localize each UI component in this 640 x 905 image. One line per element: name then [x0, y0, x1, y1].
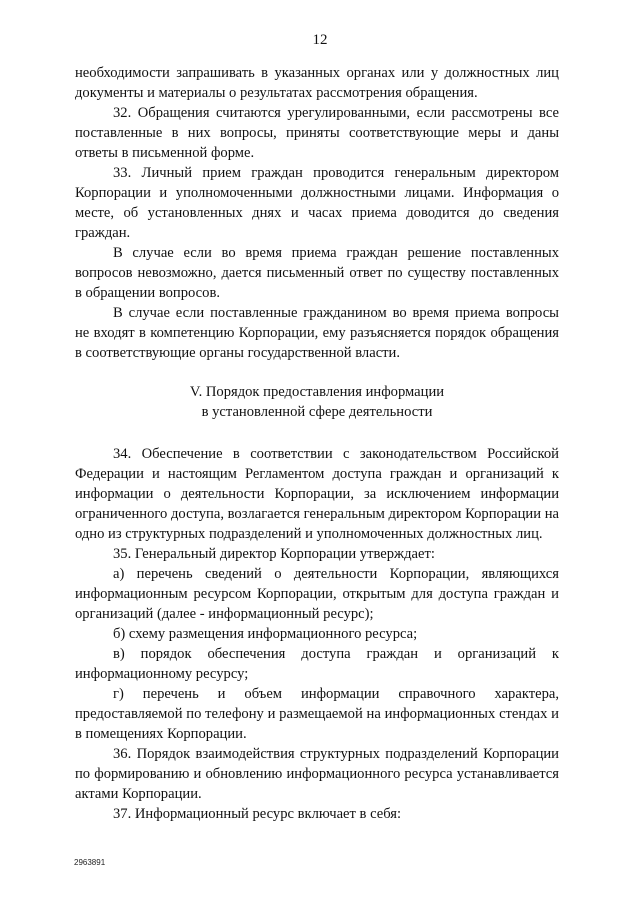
paragraph-36: 36. Порядок взаимодействия структурных подразделений Корпорации по формированию и обновлению информационного ресурса устанавливается актами Корпорации.: [75, 746, 559, 802]
paragraph-33-case-2: В случае если поставленные гражданином во время приема вопросы не входят в компетенцию Корпорации, ему разъясняется порядок обращения в соответствующие органы государственной власти.: [75, 305, 559, 361]
paragraph-continuation: необходимости запрашивать в указанных органах или у должностных лиц документы и материалы о результатах рассмотрения обращения.: [75, 65, 559, 101]
page-number: 12: [312, 32, 328, 48]
section-title: [75, 382, 559, 422]
paragraph-32: 32. Обращения считаются урегулированными, если рассмотрены все поставленные в них вопросы, приняты соответствующие меры и даны ответы в письменной форме.: [75, 105, 559, 161]
paragraph-37: 37. Информационный ресурс включает в себя:: [113, 806, 402, 822]
paragraph-35-a: а) перечень сведений о деятельности Корпорации, являющихся информационным ресурсом Корпорации, открытым для доступа граждан и организаций (далее - информационный ресурс);: [75, 566, 559, 622]
document-body: [75, 63, 559, 824]
paragraph-33-case-1: В случае если во время приема граждан решение поставленных вопросов невозможно, дается письменный ответ по существу поставленных в обращении вопросов.: [75, 245, 559, 301]
paragraph-35-b: б) схему размещения информационного ресурса;: [113, 626, 418, 642]
paragraph-34: 34. Обеспечение в соответствии с законодательством Российской Федерации и настоящим Регламентом доступа граждан и организаций к информации о деятельности Корпорации, за исключением информации ограниченного доступа, возлагается генеральным директором Корпорации на одно из структурных подразделений и уполномоченных должностных лиц.: [75, 446, 559, 542]
section-title-line-2: в установленной сфере деятельности: [201, 404, 433, 420]
section-title-line-1: V. Порядок предоставления информации: [189, 384, 445, 400]
paragraph-33: 33. Личный прием граждан проводится генеральным директором Корпорации и уполномоченными должностными лицами. Информация о месте, об установленных днях и часах приема доводится до сведения граждан.: [75, 165, 559, 241]
paragraph-35-d: г) перечень и объем информации справочного характера, предоставляемой по телефону и размещаемой на информационных стендах и в помещениях Корпорации.: [75, 686, 559, 742]
document-id: 2963891: [74, 858, 106, 867]
paragraph-35-c: в) порядок обеспечения доступа граждан и организаций к информационному ресурсу;: [75, 646, 559, 682]
paragraph-35: 35. Генеральный директор Корпорации утверждает:: [113, 546, 435, 562]
